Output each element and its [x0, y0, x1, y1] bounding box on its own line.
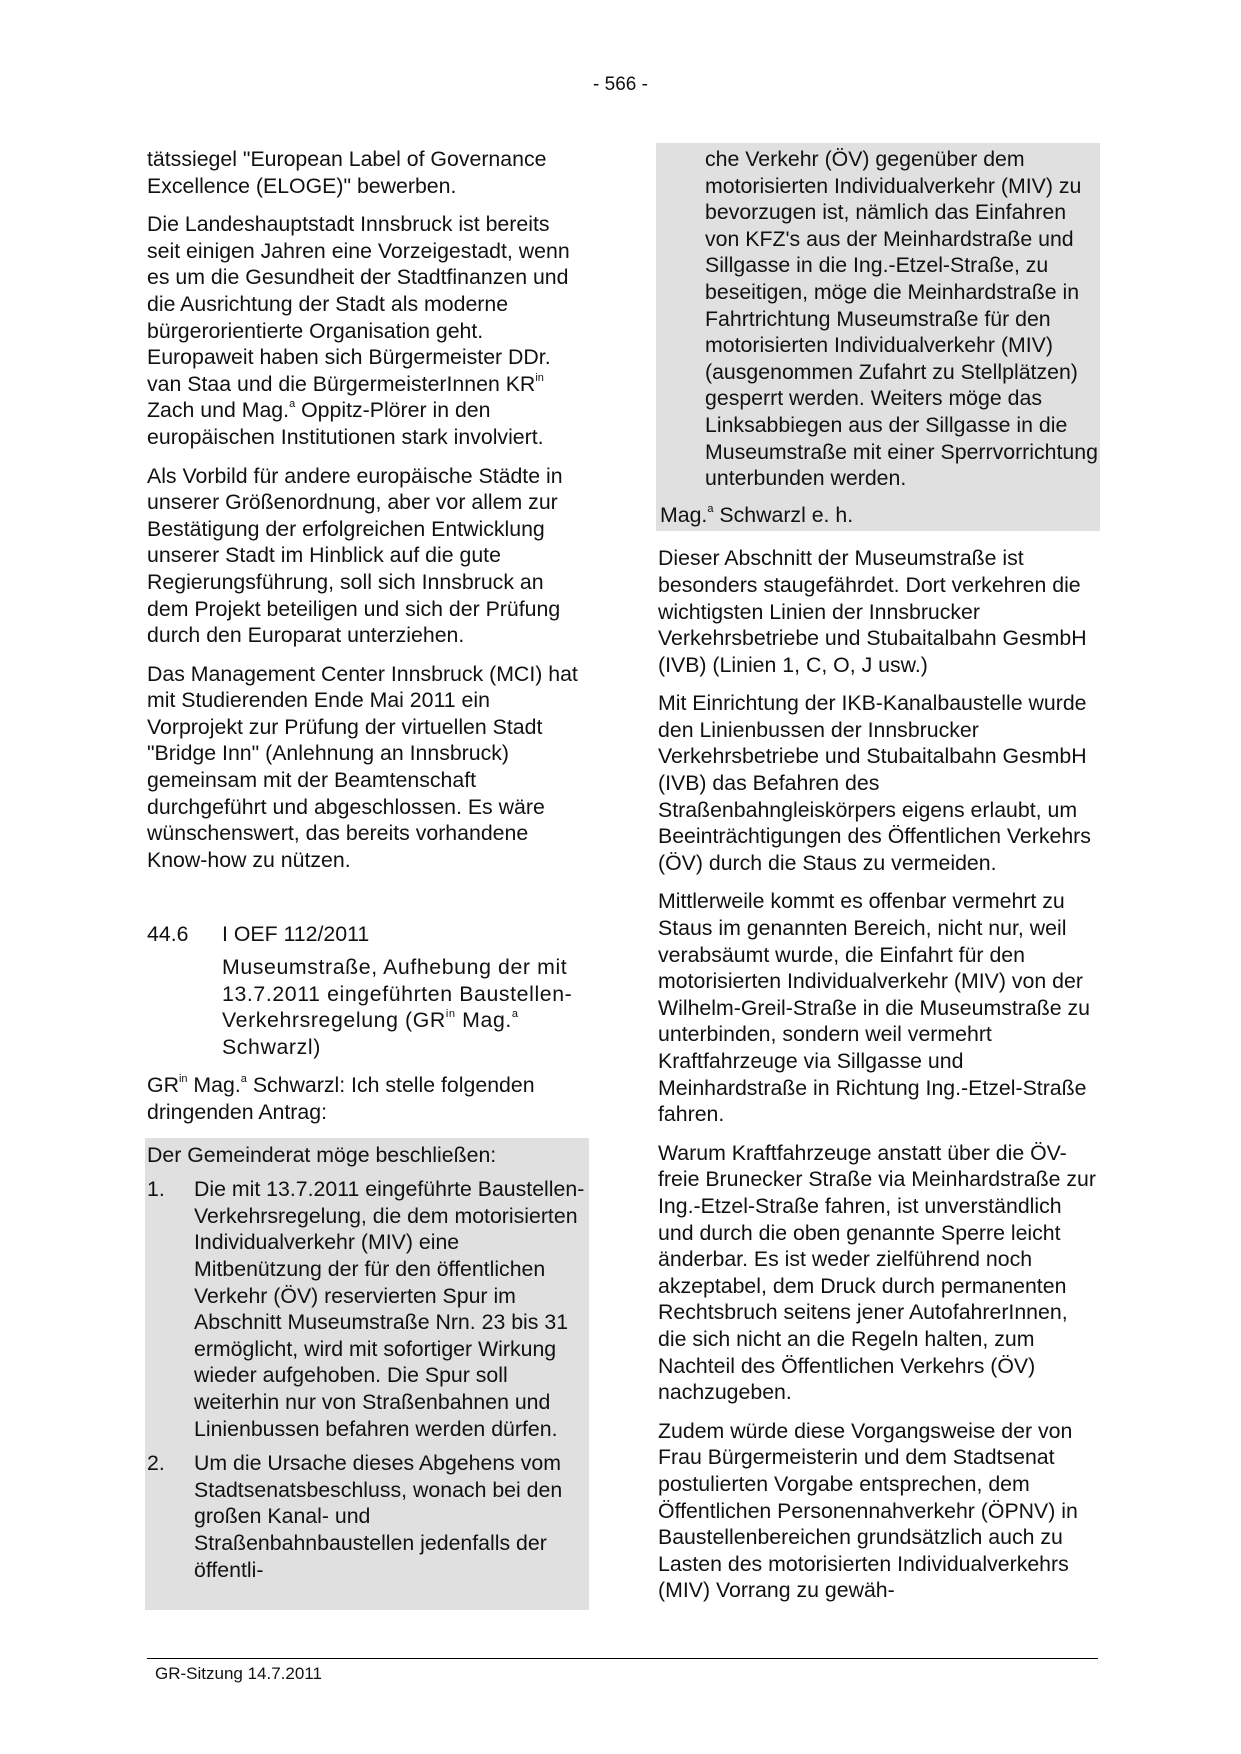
motion-list — [147, 1176, 589, 1583]
signature: Mag.$^a$ Schwarzl e. h. — [660, 502, 854, 527]
agenda-item-number: 44.6 — [147, 922, 189, 947]
paragraph: Mit Einrichtung der IKB-Kanalbaustelle wurde den Linienbussen der Innsbrucker Verkehrsbetriebe und Stubaitalbahn GesmbH (IVB) das Befahren des Straßenbahngleiskörpers eigens erlaubt, um Beeinträchtigungen des Öffentlichen Verkehrs (ÖV) durch die Staus zu vermeiden. — [658, 691, 1091, 875]
page-number: - 566 - — [593, 74, 648, 95]
list-item — [147, 1176, 589, 1442]
footer-divider — [147, 1658, 1098, 1659]
agenda-item-code: I OEF 112/2011 — [222, 922, 370, 947]
agenda-item-heading — [147, 921, 583, 948]
footer-text: GR-Sitzung 14.7.2011 — [155, 1664, 322, 1683]
list-item-number: 1. — [147, 1177, 165, 1202]
right-column — [658, 146, 1098, 1604]
motion-box-continued — [656, 143, 1100, 531]
motion-intro: $GR^{in}$ Mag.$^a$ Schwarzl: Ich stelle folgenden dringenden Antrag: — [147, 1073, 535, 1124]
motion-continuation: che Verkehr (ÖV) gegenüber dem motorisierten Individualverkehr (MIV) zu bevorzugen ist, nämlich das Einfahren von KFZ's aus der Meinhardstraße und Sillgasse in die Ing.-Etzel-Straße, zu beseitigen, möge die Meinhardstraße in Fahrtrichtung Museumstraße für den motorisierten Individualverkehr (MIV) (ausgenommen Zufahrt zu Stellplätzen) gesperrt werden. Weiters möge das Linksabbiegen aus der Sillgasse in die Museumstraße mit einer Sperrvorrichtung unterbunden werden. — [705, 147, 1098, 491]
left-column — [147, 146, 583, 1610]
paragraph: Zudem würde diese Vorgangsweise der von Frau Bürgermeisterin und dem Stadtsenat postulierten Vorgabe entsprechen, dem Öffentlichen Personennahverkehr (ÖPNV) in Baustellenbereichen grundsätzlich auch zu Lasten des motorisierten Individualverkehrs (MIV) Vorrang zu gewäh- — [658, 1418, 1078, 1603]
paragraph: Als Vorbild für andere europäische Städte in unserer Größenordnung, aber vor allem zur Bestätigung der erfolgreichen Entwicklung unserer Stadt im Hinblick auf die gute Regierungsführung, soll sich Innsbruck an dem Projekt beteiligen und sich der Prüfung durch den Europarat unterziehen. — [147, 463, 563, 648]
list-item-text: Die mit 13.7.2011 eingeführte Baustellen-Verkehrsregelung, die dem motorisierten Individualverkehr (MIV) eine Mitbenützung der für den öffentlichen Verkehr (ÖV) reservierten Spur im Abschnitt Museumstraße Nrn. 23 bis 31 ermöglicht, wird mit sofortiger Wirkung wieder aufgehoben. Die Spur soll weiterhin nur von Straßenbahnen und Linienbussen befahren werden dürfen. — [194, 1177, 585, 1441]
list-item-number: 2. — [147, 1451, 165, 1476]
paragraph: Die Landeshauptstadt Innsbruck ist bereits seit einigen Jahren eine Vorzeigestadt, wenn es um die Gesundheit der Stadtfinanzen und die Ausrichtung der Stadt als moderne bürgerorientierte Organisation geht. Europaweit haben sich Bürgermeister DDr. van Staa und die BürgermeisterInnen $KR^{in}$ Zach und Mag.$^a$ Oppitz-Plörer in den europäischen Institutionen stark involviert. — [147, 212, 570, 449]
paragraph: Warum Kraftfahrzeuge anstatt über die ÖV-freie Brunecker Straße via Meinhardstraße zur Ing.-Etzel-Straße fahren, ist unverständlich und durch die oben genannte Sperre leicht änderbar. Es ist weder zielführend noch akzeptabel, dem Druck durch permanenten Rechtsbruch seitens jener AutofahrerInnen, die sich nicht an die Regeln halten, zum Nachteil des Öffentlichen Verkehrs (ÖV) nachzugeben. — [658, 1140, 1096, 1405]
motion-heading: Der Gemeinderat möge beschließen: — [147, 1142, 497, 1167]
paragraph: Mittlerweile kommt es offenbar vermehrt zu Staus im genannten Bereich, nicht nur, weil verabsäumt wurde, die Einfahrt für den motorisierten Individualverkehr (MIV) von der Wilhelm-Greil-Straße in die Museumstraße zu unterbinden, sondern weil vermehrt Kraftfahrzeuge via Sillgasse und Meinhardstraße in Richtung Ing.-Etzel-Straße fahren. — [658, 889, 1090, 1127]
paragraph: Dieser Abschnitt der Museumstraße ist besonders staugefährdet. Dort verkehren die wichtigsten Linien der Innsbrucker Verkehrsbetriebe und Stubaitalbahn GesmbH (IVB) (Linien 1, C, O, J usw.) — [658, 546, 1087, 677]
motion-box — [145, 1138, 589, 1610]
paragraph: Das Management Center Innsbruck (MCI) hat mit Studierenden Ende Mai 2011 ein Vorprojekt zur Prüfung der virtuellen Stadt "Bridge Inn" (Anlehnung an Innsbruck) gemeinsam mit der Beamtenschaft durchgeführt und abgeschlossen. Es wäre wünschenswert, das bereits vorhandene Know-how zu nützen. — [147, 661, 578, 872]
agenda-item-title: Museumstraße, Aufhebung der mit 13.7.2011 eingeführten Baustellen-Verkehrsregelung ($GR^{in}$ Mag.$^a$ Schwarzl) — [222, 955, 573, 1059]
paragraph: tätssiegel "European Label of Governance Excellence (ELOGE)" bewerben. — [147, 147, 547, 198]
list-item — [147, 1450, 589, 1583]
list-item-text: Um die Ursache dieses Abgehens vom Stadtsenatsbeschluss, wonach bei den großen Kanal- und Straßenbahnbaustellen jedenfalls der öffentli- — [194, 1451, 563, 1582]
